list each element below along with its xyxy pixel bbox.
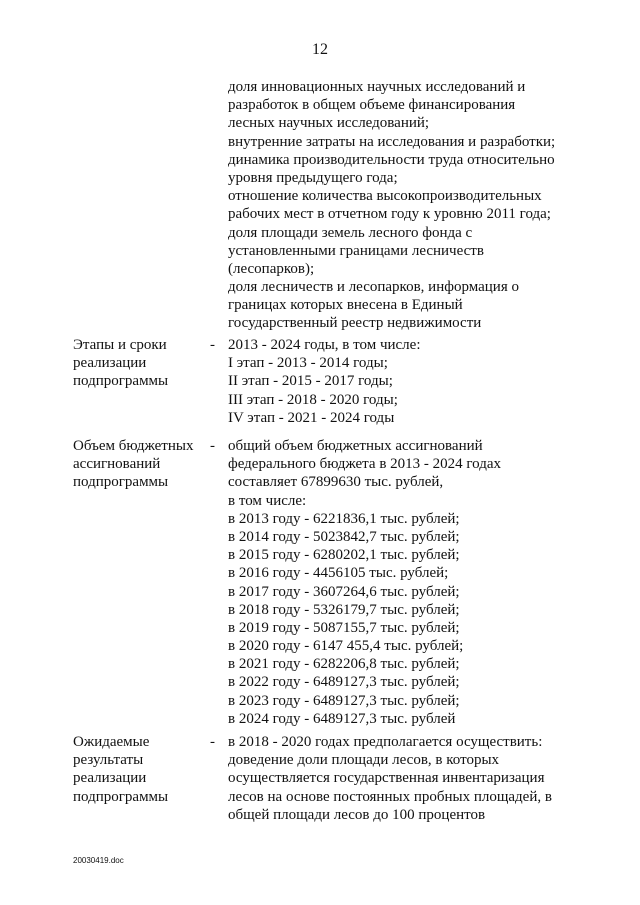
content-line: общий объем бюджетных ассигнований <box>228 438 483 454</box>
intro-line: установленными границами лесничеств <box>228 242 484 259</box>
content-line: в 2013 году - 6221836,1 тыс. рублей; <box>228 510 460 527</box>
section-label-stages <box>73 336 168 391</box>
section-label-results <box>73 733 168 806</box>
content-line: в 2018 - 2020 годах предполагается осуществить: <box>228 734 543 750</box>
intro-line: внутренние затраты на исследования и разработки; <box>228 133 556 150</box>
label-line: реализации <box>73 770 147 787</box>
intro-line: разработок в общем объеме финансирования <box>228 97 516 114</box>
content-line: в 2016 году - 4456105 тыс. рублей; <box>228 565 449 582</box>
label-line: подпрограммы <box>73 788 169 805</box>
content-line: IV этап - 2021 - 2024 годы <box>228 409 395 426</box>
content-line: III этап - 2018 - 2020 годы; <box>228 391 398 408</box>
section-content-stages <box>228 336 421 427</box>
section-dash: - <box>210 734 215 750</box>
content-line: в 2021 году - 6282206,8 тыс. рублей; <box>228 656 460 673</box>
content-line: общей площади лесов до 100 процентов <box>228 806 486 823</box>
intro-line: рабочих мест в отчетном году к уровню 2011 года; <box>228 206 551 223</box>
content-line: лесов на основе постоянных пробных площадей, в <box>228 788 552 805</box>
content-line: в 2018 году - 5326179,7 тыс. рублей; <box>228 601 460 618</box>
intro-block <box>228 78 555 333</box>
content-line: в 2017 году - 3607264,6 тыс. рублей; <box>228 583 460 600</box>
intro-line: (лесопарков); <box>228 260 315 277</box>
label-line: реализации <box>73 355 147 372</box>
section-content-results <box>228 733 552 824</box>
content-line: в 2020 году - 6147 455,4 тыс. рублей; <box>228 638 464 655</box>
content-line: доведение доли площади лесов, в которых <box>228 752 500 769</box>
intro-line: доля инновационных научных исследований и <box>228 79 526 95</box>
label-line: подпрограммы <box>73 474 169 491</box>
content-line: в 2022 году - 6489127,3 тыс. рублей; <box>228 674 460 691</box>
content-line: 2013 - 2024 годы, в том числе: <box>228 337 421 353</box>
intro-line: отношение количества высокопроизводительных <box>228 188 542 205</box>
content-line: в том числе: <box>228 492 307 509</box>
intro-line: границах которых внесена в Единый <box>228 297 463 314</box>
label-line: результаты <box>73 752 144 769</box>
content-line: в 2019 году - 5087155,7 тыс. рублей; <box>228 619 460 636</box>
page-number: 12 <box>312 41 328 58</box>
label-line: Этапы и сроки <box>73 337 167 353</box>
label-line: Объем бюджетных <box>73 438 194 454</box>
content-line: федерального бюджета в 2013 - 2024 годах <box>228 456 502 473</box>
label-line: ассигнований <box>73 456 161 473</box>
content-line: в 2024 году - 6489127,3 тыс. рублей <box>228 710 456 727</box>
section-label-budget <box>73 437 193 492</box>
label-line: подпрограммы <box>73 373 169 390</box>
content-line: осуществляется государственная инвентаризация <box>228 770 545 787</box>
content-line: составляет 67899630 тыс. рублей, <box>228 474 444 491</box>
content-line: II этап - 2015 - 2017 годы; <box>228 373 393 390</box>
intro-line: доля площади земель лесного фонда с <box>228 224 473 241</box>
content-line: I этап - 2013 - 2014 годы; <box>228 355 388 372</box>
section-content-budget <box>228 437 501 728</box>
content-line: в 2015 году - 6280202,1 тыс. рублей; <box>228 547 460 564</box>
content-line: в 2014 году - 5023842,7 тыс. рублей; <box>228 528 460 545</box>
intro-line: динамика производительности труда относительно <box>228 151 555 168</box>
intro-line: уровня предыдущего года; <box>228 169 398 186</box>
footer-filename: 20030419.doc <box>73 856 124 865</box>
section-dash: - <box>210 438 215 454</box>
intro-line: государственный реестр недвижимости <box>228 315 482 332</box>
intro-line: доля лесничеств и лесопарков, информация о <box>228 279 519 296</box>
content-line: в 2023 году - 6489127,3 тыс. рублей; <box>228 692 460 709</box>
section-dash: - <box>210 337 215 353</box>
label-line: Ожидаемые <box>73 734 150 750</box>
intro-line: лесных научных исследований; <box>228 115 430 132</box>
